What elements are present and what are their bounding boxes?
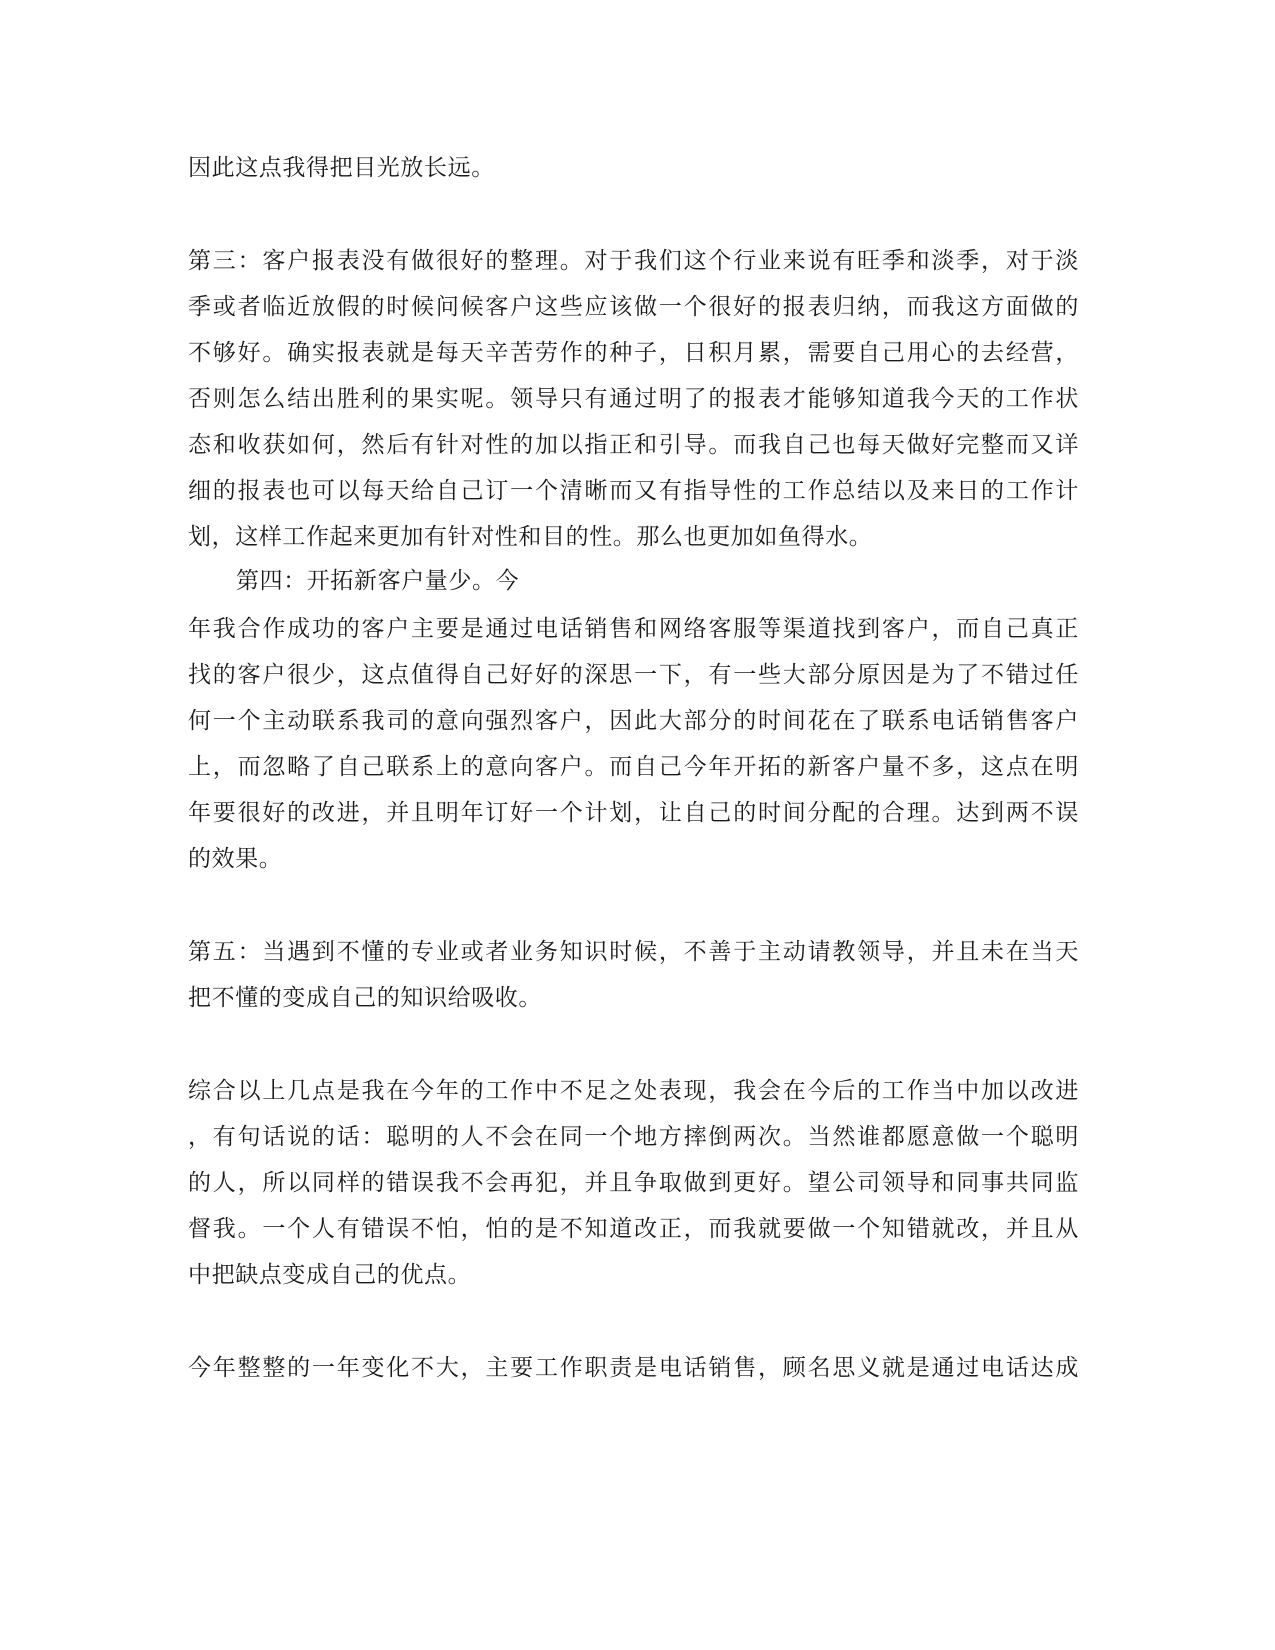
text-line: 找的客户很少，这点值得自己好好的深思一下，有一些大部分原因是为了不错过任 <box>188 662 1079 688</box>
text-line: 年要很好的改进，并且明年订好一个计划，让自己的时间分配的合理。达到两不误 <box>188 800 1079 826</box>
text-line: 因此这点我得把目光放长远。 <box>188 155 495 181</box>
text-line: 季或者临近放假的时候问候客户这些应该做一个很好的报表归纳，而我这方面做的 <box>188 294 1079 320</box>
text-line: 第三：客户报表没有做很好的整理。对于我们这个行业来说有旺季和淡季，对于淡 <box>188 248 1079 274</box>
text-line: 第四：开拓新客户量少。今 <box>236 568 520 594</box>
text-line: 中把缺点变成自己的优点。 <box>188 1262 472 1288</box>
text-line: 细的报表也可以每天给自己订一个清晰而又有指导性的工作总结以及来日的工作计 <box>188 478 1079 504</box>
text-line: 何一个主动联系我司的意向强烈客户，因此大部分的时间花在了联系电话销售客户 <box>188 708 1079 734</box>
text-line: 第五：当遇到不懂的专业或者业务知识时候，不善于主动请教领导，并且未在当天 <box>188 939 1079 965</box>
text-line: 的人，所以同样的错误我不会再犯，并且争取做到更好。望公司领导和同事共同监 <box>188 1170 1079 1196</box>
text-line: 否则怎么结出胜利的果实呢。领导只有通过明了的报表才能够知道我今天的工作状 <box>188 386 1079 412</box>
text-line: 年我合作成功的客户主要是通过电话销售和网络客服等渠道找到客户，而自己真正 <box>188 616 1079 642</box>
text-line: ，有句话说的话：聪明的人不会在同一个地方摔倒两次。当然谁都愿意做一个聪明 <box>188 1124 1079 1150</box>
text-line: 督我。一个人有错误不怕，怕的是不知道改正，而我就要做一个知错就改，并且从 <box>188 1216 1079 1242</box>
text-line: 态和收获如何，然后有针对性的加以指正和引导。而我自己也每天做好完整而又详 <box>188 432 1079 458</box>
text-line: 不够好。确实报表就是每天辛苦劳作的种子，日积月累，需要自己用心的去经营， <box>188 340 1079 366</box>
text-line: 的效果。 <box>188 846 283 872</box>
text-line: 今年整整的一年变化不大，主要工作职责是电话销售，顾名思义就是通过电话达成 <box>188 1355 1079 1381</box>
text-line: 把不懂的变成自己的知识给吸收。 <box>188 985 542 1011</box>
text-line: 上，而忽略了自己联系上的意向客户。而自己今年开拓的新客户量不多，这点在明 <box>188 754 1079 780</box>
text-line: 综合以上几点是我在今年的工作中不足之处表现，我会在今后的工作当中加以改进 <box>188 1078 1079 1104</box>
text-line: 划，这样工作起来更加有针对性和目的性。那么也更加如鱼得水。 <box>188 524 873 550</box>
